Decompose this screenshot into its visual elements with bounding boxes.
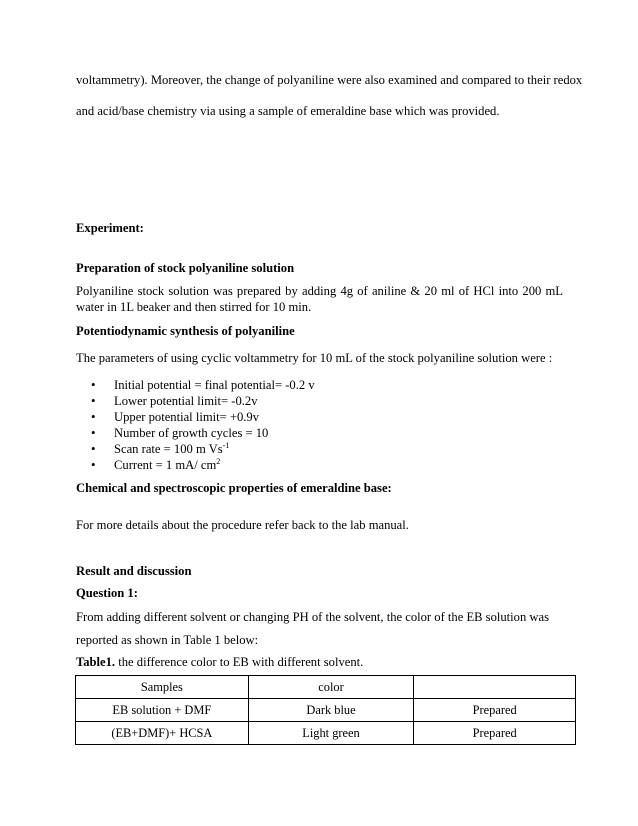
intro-line-2: and acid/base chemistry via using a sample of emeraldine base which was provided. xyxy=(76,104,500,118)
table-cell: Dark blue xyxy=(248,699,414,722)
properties-text: For more details about the procedure refer back to the lab manual. xyxy=(76,518,409,532)
synthesis-heading: Potentiodynamic synthesis of polyaniline xyxy=(76,324,295,338)
table-cell: EB solution + DMF xyxy=(76,699,249,722)
synthesis-text: The parameters of using cyclic voltammetry for 10 mL of the stock polyaniline solution were : xyxy=(76,351,553,365)
results-text-line-2: reported as shown in Table 1 below: xyxy=(76,633,259,647)
stock-text: Polyaniline stock solution was prepared by adding 4g of aniline & 20 ml of HCl into 200 mL water in 1L beaker and then stirred for 10 min. xyxy=(76,284,563,314)
parameter-item: • Scan rate = 100 m $Vs^{-1}$ xyxy=(76,441,315,457)
table-cell: Prepared xyxy=(414,722,576,745)
table-cell: Prepared xyxy=(414,699,576,722)
parameter-item: • Initial potential = final potential= -0.2 v xyxy=(76,377,315,393)
parameter-item: • Lower potential limit= -0.2v xyxy=(76,393,315,409)
parameter-item: • Current = 1 mA/ $cm^2$ xyxy=(76,457,315,473)
table-header-cell xyxy=(414,676,576,699)
table-row xyxy=(76,722,576,745)
table-caption-text: the difference color to EB with different solvent. xyxy=(115,655,364,669)
table-caption xyxy=(76,654,363,670)
experiment-heading: Experiment: xyxy=(76,221,144,235)
table-header-cell: Samples xyxy=(76,676,249,699)
results-table xyxy=(75,675,576,745)
properties-heading: Chemical and spectroscopic properties of emeraldine base: xyxy=(76,481,392,495)
scan-rate-superscript: -1 xyxy=(222,441,230,450)
parameter-item: • Number of growth cycles = 10 xyxy=(76,425,315,441)
table-caption-label: Table1. xyxy=(76,655,116,669)
results-text-line-1: From adding different solvent or changing PH of the solvent, the color of the EB solution was xyxy=(76,610,550,624)
table-header-cell: color xyxy=(248,676,414,699)
current-superscript: 2 xyxy=(216,457,221,466)
table-header-row xyxy=(76,676,576,699)
table-row xyxy=(76,699,576,722)
question-heading: Question 1: xyxy=(76,586,138,600)
intro-line-1: voltammetry). Moreover, the change of polyaniline were also examined and compared to their redox xyxy=(76,73,583,87)
parameter-list xyxy=(76,377,315,473)
table-cell: (EB+DMF)+ HCSA xyxy=(76,722,249,745)
parameter-item: • Upper potential limit= +0.9v xyxy=(76,409,315,425)
stock-heading: Preparation of stock polyaniline solution xyxy=(76,261,295,275)
table-cell: Light green xyxy=(248,722,414,745)
results-heading: Result and discussion xyxy=(76,564,192,578)
